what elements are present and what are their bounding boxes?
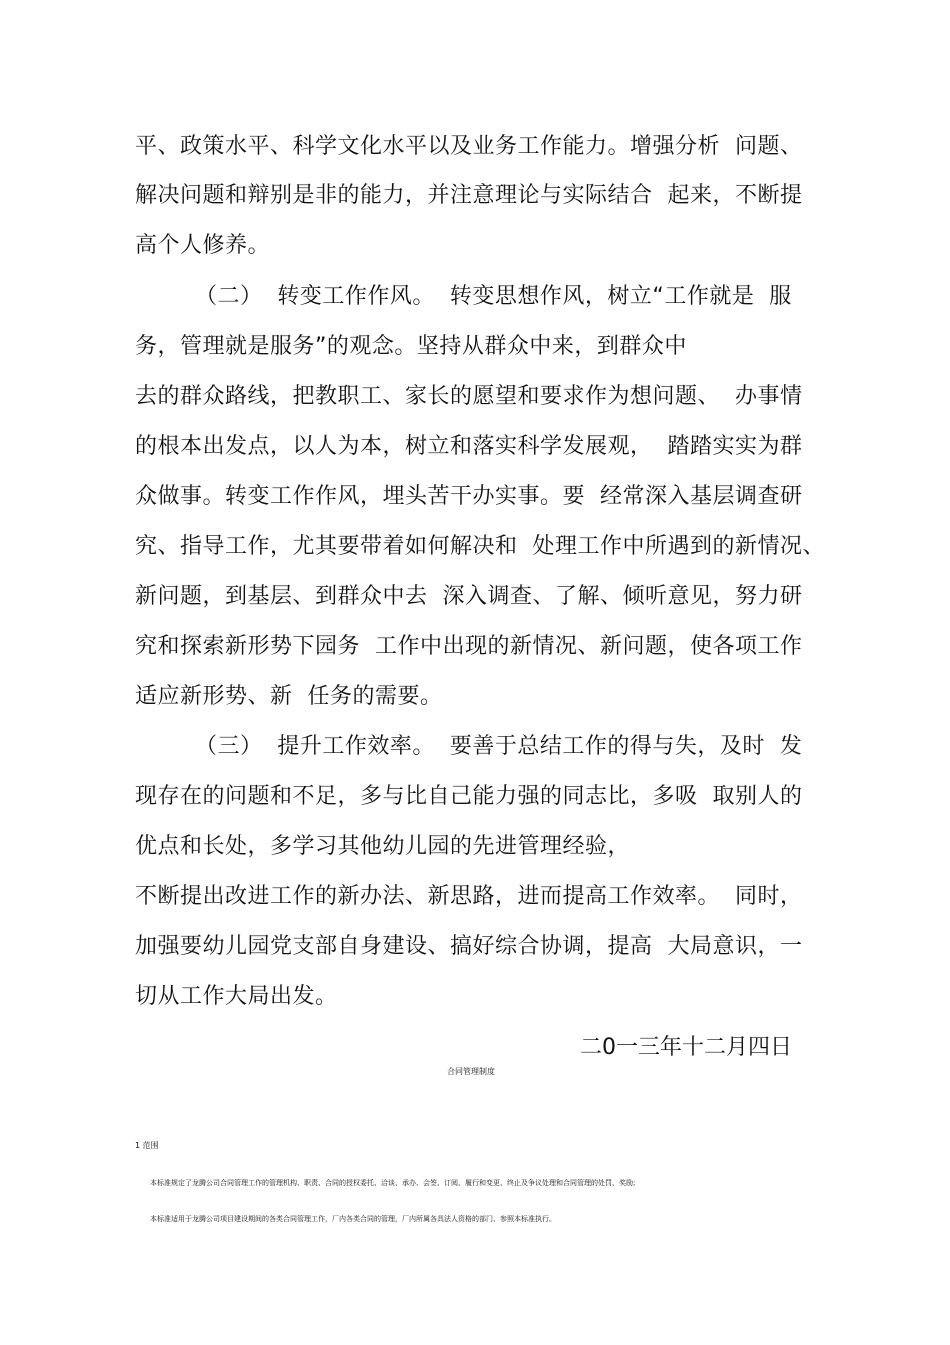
body-line-16: 不断提出改进工作的新办法、新思路，进而提高工作效率。 同时， <box>135 884 803 909</box>
body-line-9: 究、指导工作，尤其要带着如何解决和 处理工作中所遇到的新情况、 <box>135 534 825 559</box>
body-line-3: 高个人修养。 <box>135 233 271 258</box>
appendix-paragraph-2: 本标准适用于龙腾公司项目建设期间的各类合同管理工作，厂内各类合同的管理，厂内所属各具法人资格的部门、参照本标准执行。 <box>150 1215 556 1223</box>
body-line-7: 的根本出发点，以人为本，树立和落实科学发展观， 踏踏实实为群 <box>135 434 803 459</box>
body-line-1: 平、政策水平、科学文化水平以及业务工作能力。增强分析 问题、 <box>135 134 803 159</box>
document-date: 二0一三年十二月四日 <box>580 1035 792 1060</box>
appendix-paragraph-1: 本标准规定了龙腾公司合同管理工作的管理机构、职责、合同的授权委托、洽谈、承办、会签、订阅、履行和变更、终止及争议处理和合同管理的处罚、奖励; <box>150 1179 636 1187</box>
appendix-title: 合同管理制度 <box>447 1067 495 1076</box>
body-line-18: 切从工作大局出发。 <box>135 984 338 1009</box>
body-line-6: 去的群众路线，把教职工、家长的愿望和要求作为想问题、 办事情 <box>135 384 803 409</box>
body-line-12: 适应新形势、新 任务的需要。 <box>135 684 443 709</box>
body-line-13: （三） 提升工作效率。 要善于总结工作的得与失，及时 发 <box>135 734 803 759</box>
body-line-14: 现存在的问题和不足，多与比自己能力强的同志比，多吸 取别人的 <box>135 784 803 809</box>
body-line-10: 新问题，到基层、到群众中去 深入调查、了解、倾听意见，努力研 <box>135 584 803 609</box>
body-line-4: （二） 转变工作作风。 转变思想作风，树立“工作就是 服 <box>135 284 792 309</box>
body-line-8: 众做事。转变工作作风，埋头苦干办实事。要 经常深入基层调查研 <box>135 484 803 509</box>
body-line-2: 解决问题和辩别是非的能力，并注意理论与实际结合 起来，不断提 <box>135 183 803 208</box>
appendix-section-heading: 1 范围 <box>135 1141 159 1150</box>
body-line-5: 务，管理就是服务”的观念。坚持从群众中来，到群众中 <box>135 334 687 359</box>
body-line-17: 加强要幼儿园党支部自身建设、搞好综合协调，提高 大局意识，一 <box>135 934 803 959</box>
body-line-15: 优点和长处，多学习其他幼儿园的先进管理经验， <box>135 834 631 859</box>
body-line-11: 究和探索新形势下园务 工作中出现的新情况、新问题，使各项工作 <box>135 634 803 659</box>
